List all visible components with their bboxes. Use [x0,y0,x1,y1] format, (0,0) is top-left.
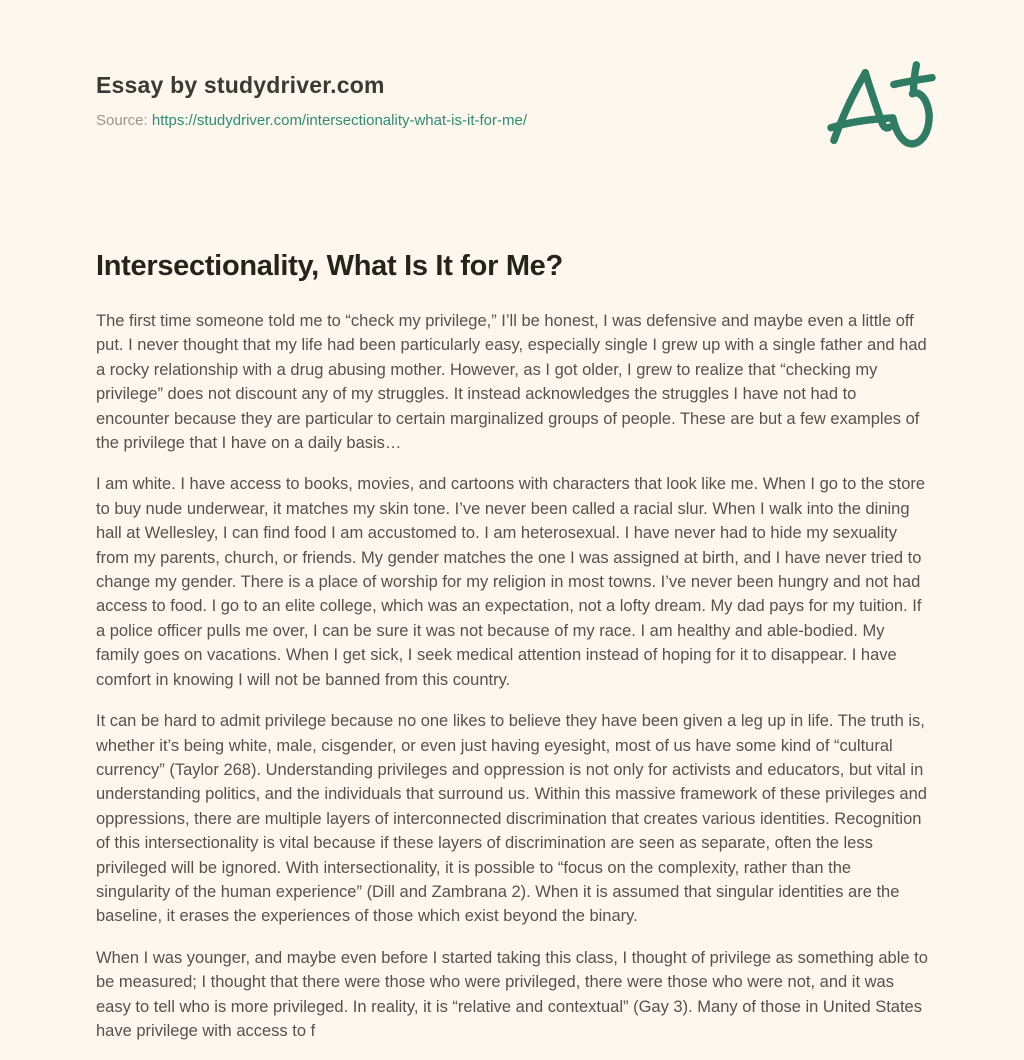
page-header [96,72,527,129]
essay-paragraph: It can be hard to admit privilege because no one likes to believe they have been given a leg up in life. The truth is, whether it’s being white, male, cisgender, or even just having eyesight, most of us have some kind of “cultural currency” (Taylor 268). Understanding privileges and oppression is not only for activists and educators, but vital in understanding politics, and the individuals that surround us. Within this massive framework of these privileges and oppressions, there are multiple layers of interconnected discrimination that creates various identities. Recognition of this intersectionality is vital because if these layers of discrimination are seen as separate, often the less privileged will be ignored. With intersectionality, it is possible to “focus on the complexity, rather than the singularity of the human experience” (Dill and Zambrana 2). When it is assumed that singular identities are the baseline, it erases the experiences of those which exist beyond the binary. [96,712,927,926]
source-label: Source: [96,112,148,129]
a-plus-logo-icon [824,58,942,166]
site-title: Essay by studydriver.com [96,72,385,98]
essay-article [96,250,929,1060]
source-line [96,112,527,129]
essay-paragraph: The first time someone told me to “check my privilege,” I’ll be honest, I was defensive and maybe even a little off put. I never thought that my life had been particularly easy, especially single I grew up with a single father and had a rocky relationship with a drug abusing mother. However, as I got older, I grew to realize that “checking my privilege” does not discount any of my struggles. It instead acknowledges the struggles I have not had to encounter because they are particular to certain marginalized groups of people. These are but a few examples of the privilege that I have on a daily basis… [96,312,927,453]
source-link[interactable]: https://studydriver.com/intersectionality-what-is-it-for-me/ [151,112,527,129]
essay-paragraph: I am white. I have access to books, movies, and cartoons with characters that look like me. When I go to the store to buy nude underwear, it matches my skin tone. I’ve never been called a racial slur. When I walk into the dining hall at Wellesley, I can find food I am accustomed to. I am heterosexual. I have never had to hide my sexuality from my parents, church, or friends. My gender matches the one I was assigned at birth, and I have never tried to change my gender. There is a place of worship for my religion in most towns. I’ve never been hungry and not had access to food. I go to an elite college, which was an expectation, not a lofty dream. My dad pays for my tuition. If a police officer pulls me over, I can be sure it was not because of my race. I am healthy and able-bodied. My family goes on vacations. When I get sick, I seek medical attention instead of hoping for it to disappear. I have comfort in knowing I will not be banned from this country. [96,475,926,689]
essay-title: Intersectionality, What Is It for Me? [96,250,563,282]
essay-paragraph: When I was younger, and maybe even before I started taking this class, I thought of privilege as something able to be measured; I thought that there were those who were privileged, there were those who were not, and it was easy to tell who is more privileged. In reality, it is “relative and contextual” (Gay 3). Many of those in United States have privilege with access to f [96,948,928,1040]
